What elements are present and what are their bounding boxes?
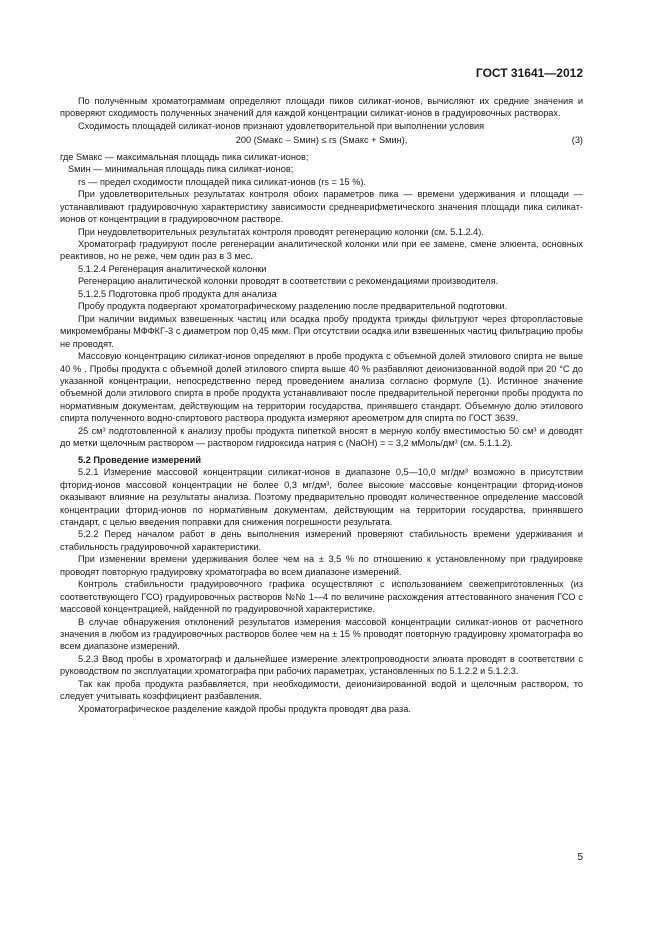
paragraph: При удовлетворительных результатах контроля обоих параметров пика — времени удерживания и площади — устанавливают градуировочную характеристику зависимости среднеарифметического значения площади пика силикат-ионов от концентрации в градуировочном растворе.: [60, 189, 583, 225]
paragraph: 5.2.1 Измерение массовой концентрации силикат-ионов в диапазоне 0,5—10,0 мг/дм³ возможно в присутствии фторид-ионов массовой концентрации не более 0,3 мг/дм³, более высокие массовые концентрации фторид-ионов оказывают влияние на результаты анализа. Поэтому предварительно проводят количественное определение массовой концентрации фторид-ионов по нормативным документам, действующим на территории государства, принявшего стандарт, с целью введения поправки для снижения погрешности результата.: [60, 467, 583, 527]
definition-line: Sмин — минимальная площадь пика силикат-ионов;: [68, 164, 294, 175]
paragraph: При наличии видимых взвешенных частиц или осадка пробу продукта трижды фильтруют через фторопластовые микромембраны МФФКГ-3 с диаметром пор 0,45 мкм. При отсутствии осадка или взвешенных частиц фильтрацию пробы не проводят.: [60, 313, 583, 349]
document-header: ГОСТ 31641—2012: [475, 66, 583, 80]
paragraph: Пробу продукта подвергают хроматографическому разделению после предварительной подготовки.: [78, 301, 508, 312]
paragraph: Контроль стабильности градуировочного графика осуществляют с использованием свежеприготовленных (из соответствующего ГСО) градуировочных растворов №№ 1—4 по величине расхождения аттестованного значения ГСО с массовой концентрацией, найденной по градуировочной характеристике.: [60, 579, 583, 615]
paragraph: 25 см³ подготовленной к анализу пробы продукта пипеткой вносят в мерную колбу вместимостью 50 см³ и доводят до метки щелочным раствором — раствором гидроксида натрия с (NaOH) = = 3,2 мМоль/дм³ (см. 5.1.1.2).: [60, 425, 583, 449]
paragraph: При изменении времени удерживания более чем на ± 3,5 % по отношению к установленному при градуировке проводят повторную градуировку хроматографа во всем диапазоне измерений.: [60, 554, 583, 577]
paragraph: Хроматографическое разделение каждой пробы продукта проводят два раза.: [78, 703, 411, 714]
definition-line: где Sмакс — максимальная площадь пика силикат-ионов;: [60, 151, 309, 162]
paragraph: При неудовлетворительных результатах контроля проводят регенерацию колонки (см. 5.1.2.4).: [78, 226, 484, 237]
paragraph: Так как проба продукта разбавляется, при необходимости, деионизированной водой и щелочным раствором, то следует учитывать коэффициент разбавления.: [60, 678, 583, 702]
document-body: [60, 95, 583, 715]
paragraph: Регенерацию аналитической колонки проводят в соответствии с рекомендациями производителя.: [78, 276, 499, 287]
paragraph: 5.1.2.5 Подготовка проб продукта для анализа: [78, 288, 277, 299]
paragraph: Хроматограф градуируют после регенерации аналитической колонки или при ее замене, смене элюента, основных реактивов, но не реже, чем один раз в 3 мес.: [60, 238, 583, 262]
definition-line: rs — предел сходимости площадей пика силикат-ионов (rs = 15 %).: [78, 176, 366, 187]
page-number: 5: [577, 852, 583, 863]
paragraph: По полученным хроматограммам определяют площади пиков силикат-ионов, вычисляют их средние значения и проверяют сходимость полученных значений для каждой концентрации силикат-ионов в градуировочных растворах.: [60, 96, 583, 119]
equation-number: (3): [571, 135, 583, 146]
paragraph: Сходимость площадей силикат-ионов признают удовлетворительной при выполнении условия: [78, 120, 485, 131]
section-heading: 5.2 Проведение измерений: [78, 454, 202, 465]
paragraph: В случае обнаружения отклонений результатов измерения массовой концентрации силикат-ионов от расчетного значения в любом из градуировочных растворов более чем на ± 15 % проводят повторную градуировку хроматографа во всем диапазоне измерений.: [60, 616, 583, 652]
equation-text: 200 (Sмакс – Sмин) ≤ rs (Sмакс + Sмин),: [235, 135, 408, 146]
paragraph: 5.1.2.4 Регенерация аналитической колонки: [78, 263, 267, 274]
equation: [60, 134, 583, 146]
paragraph: Массовую концентрацию силикат-ионов определяют в пробе продукта с объемной долей этилового спирта не выше 40 % . Пробы продукта с объемной долей этилового спирта выше 40 % разбавляют деионизованной водой при 20 °С до указанной концентрации, непосредственно перед проведением анализа согласно формуле (1). Истинное значение объемной доли этилового спирта в пробе продукта устанавливают после предварительной перегонки пробы продукта по нормативным документам, действующим на территории государства, принявшего стандарт. Объемную долю этилового спирта полученного водно-спиртового раствора продукта измеряют ареометром для спирта по ГОСТ 3639.: [60, 351, 583, 424]
paragraph: 5.2.2 Перед началом работ в день выполнения измерений проверяют стабильность времени удерживания и стабильность градуировочной характеристики.: [60, 529, 583, 552]
paragraph: 5.2.3 Ввод пробы в хроматограф и дальнейшее измерение электропроводности элюата проводят в соответствии с руководством по эксплуатации хроматографа при рабочих параметрах, установленных по 5.1.2.2 и 5.1.2.3.: [60, 653, 583, 677]
